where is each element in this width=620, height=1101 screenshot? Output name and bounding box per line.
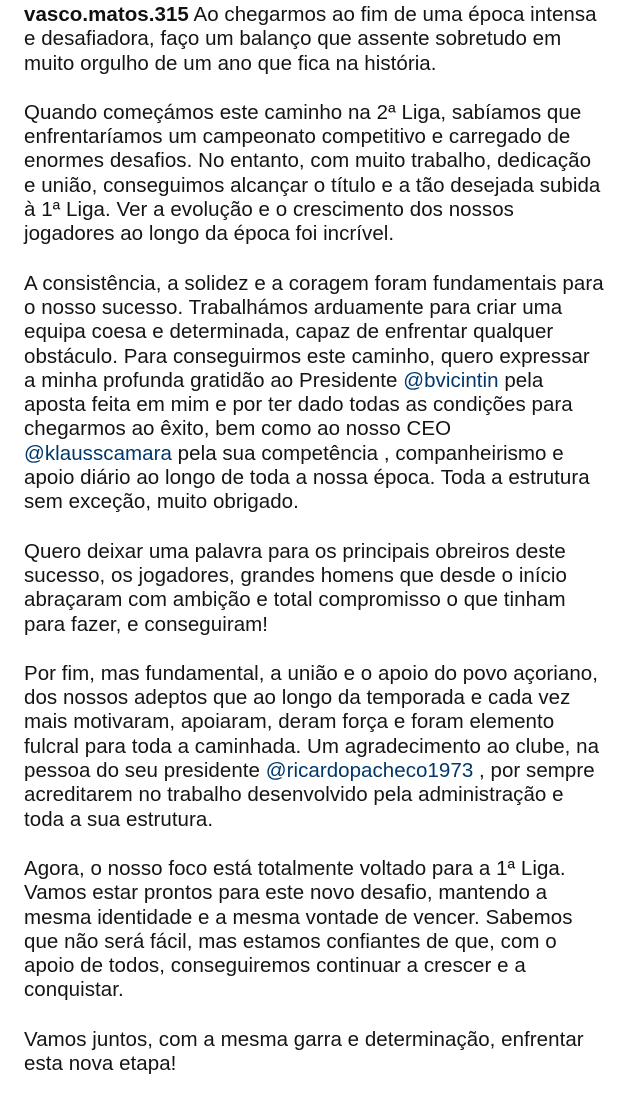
caption-paragraph-3 bbox=[24, 272, 604, 515]
caption-text: , por sempre acreditarem no trabalho desenvolvido pela administração e toda a sua estrutura. bbox=[24, 759, 595, 831]
caption-text: pela sua competência , companheirismo e apoio diário ao longo de toda a nossa época. Toda a estrutura sem exceção, muito obrigado. bbox=[24, 441, 590, 514]
caption-paragraph-4: Quero deixar uma palavra para os principais obreiros deste sucesso, os jogadores, grandes homens que desde o início abraçaram com ambição e total compromisso o que tinham para fazer, e conseguiram! bbox=[24, 539, 567, 636]
caption-paragraph-7: Vamos juntos, com a mesma garra e determinação, enfrentar esta nova etapa! bbox=[24, 1027, 584, 1075]
caption-text: Por fim, mas fundamental, a união e o apoio do povo açoriano, dos nossos adeptos que ao longo da temporada e cada vez mais motivaram, apoiaram, deram força e foram elemento fulcral para toda a caminhada. Um agradecimento ao clube, na pessoa do seu presidente bbox=[24, 661, 600, 783]
mention-ceo-link[interactable]: @klausscamara bbox=[24, 441, 172, 465]
caption-text: pela aposta feita em mim e por ter dado todas as condições para chegarmos ao êxito, bem como ao nosso CEO bbox=[24, 368, 573, 441]
caption-text: A consistência, a solidez e a coragem foram fundamentais para o nosso sucesso. Trabalhámos arduamente para criar uma equipa coesa e determinada, capaz de enfrentar qualquer obstáculo. Para conseguirmos este caminho, quero expressar a minha profunda gratidão ao Presidente bbox=[24, 271, 604, 392]
username-link[interactable]: vasco.matos.315 bbox=[24, 3, 189, 26]
mention-club-president-link[interactable]: @ricardopacheco1973 bbox=[265, 759, 474, 783]
caption-paragraph-6: Agora, o nosso foco está totalmente voltado para a 1ª Liga. Vamos estar prontos para este novo desafio, mantendo a mesma identidade e a mesma vontade de vencer. Sabemos que não será fácil, mas estamos confiantes de que, com o apoio de todos, conseguiremos continuar a crescer e a conquistar. bbox=[24, 856, 573, 1002]
caption-paragraph-2: Quando começámos este caminho na 2ª Liga, sabíamos que enfrentaríamos um campeonato competitivo e carregado de enormes desafios. No entanto, com muito trabalho, dedicação e união, conseguimos alcançar o título e a tão desejada subida à 1ª Liga. Ver a evolução e o crescimento dos nossos jogadores ao longo da época foi incrível. bbox=[24, 100, 601, 246]
mention-president-link[interactable]: @bvicintin bbox=[403, 368, 499, 392]
caption-paragraph-1 bbox=[24, 3, 604, 76]
caption-paragraph-5 bbox=[24, 662, 604, 832]
caption-text: Ao chegarmos ao fim de uma época intensa e desafiadora, faço um balanço que assente sobretudo em muito orgulho de um ano que fica na história. bbox=[24, 3, 597, 75]
post-caption bbox=[24, 3, 604, 1101]
